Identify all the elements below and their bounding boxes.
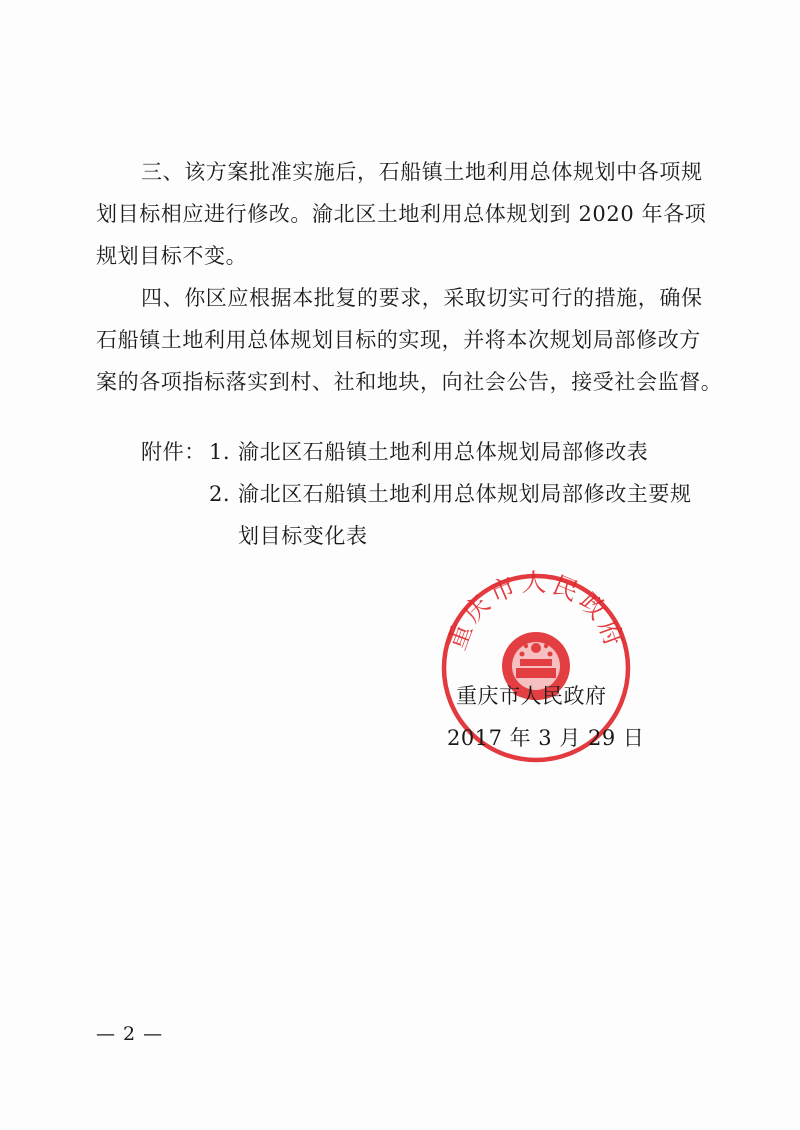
svg-text:重庆市人民政府: 重庆市人民政府 bbox=[441, 568, 631, 654]
paragraph-4-line-3: 案的各项指标落实到村、社和地块，向社会公告，接受社会监督。 bbox=[96, 370, 723, 394]
attachment-2-title-line-2: 划目标变化表 bbox=[238, 524, 368, 548]
page-number: — 2 — bbox=[96, 1023, 164, 1045]
attachment-1-number: 1． bbox=[209, 440, 245, 464]
paragraph-3-line-1: 三、该方案批准实施后，石船镇土地利用总体规划中各项规 bbox=[141, 160, 703, 184]
paragraph-3-line-2: 划目标相应进行修改。渝北区土地利用总体规划到 2020 年各项 bbox=[96, 202, 707, 226]
paragraph-3-line-3: 规划目标不变。 bbox=[96, 244, 248, 268]
signing-organization: 重庆市人民政府 bbox=[456, 684, 607, 708]
attachment-2-number: 2． bbox=[209, 482, 245, 506]
signing-date: 2017 年 3 月 29 日 bbox=[447, 726, 645, 750]
attachment-2-title-line-1: 渝北区石船镇土地利用总体规划局部修改主要规 bbox=[238, 482, 692, 506]
attachments-label: 附件： bbox=[141, 440, 206, 464]
attachment-1-title: 渝北区石船镇土地利用总体规划局部修改表 bbox=[238, 440, 649, 464]
paragraph-4-line-1: 四、你区应根据本批复的要求，采取切实可行的措施，确保 bbox=[141, 286, 703, 310]
paragraph-4-line-2: 石船镇土地利用总体规划目标的实现，并将本次规划局部修改方 bbox=[96, 328, 701, 352]
